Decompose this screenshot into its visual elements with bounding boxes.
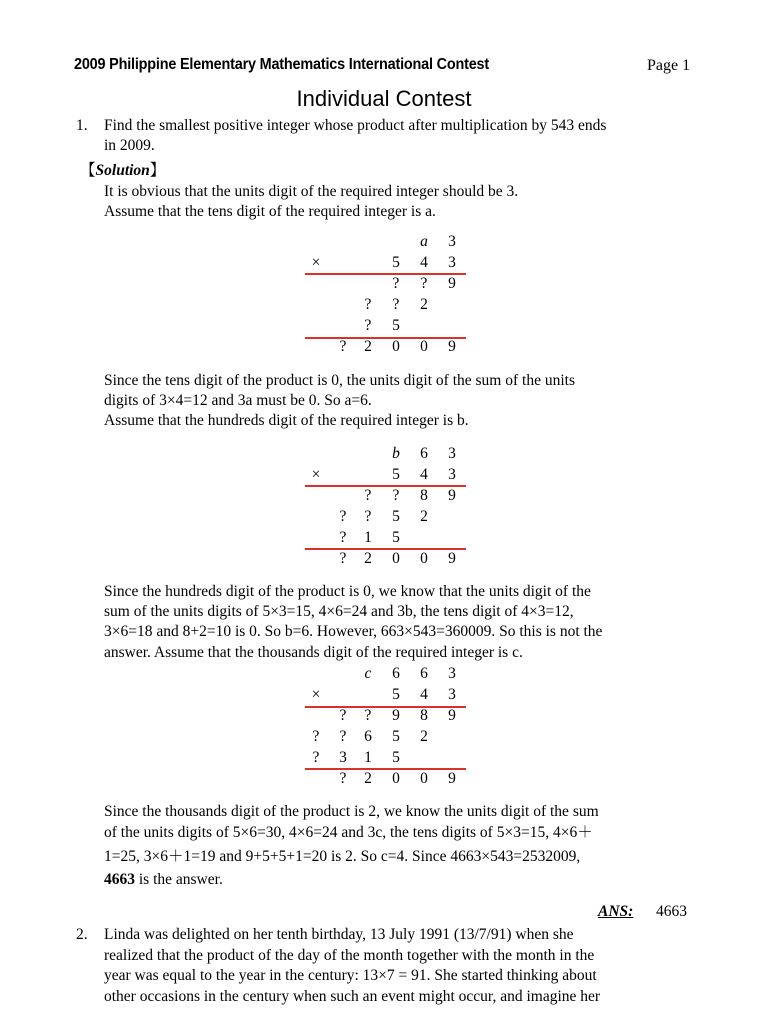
digit-cell: ? (339, 728, 347, 745)
solution-paragraph: Since the tens digit of the product is 0, the units digit of the sum of the units (104, 372, 575, 389)
question-text: realized that the product of the day of the month together with the month in the (104, 947, 595, 964)
answer-highlight: 4663 (104, 871, 135, 888)
digit-cell: ? (392, 275, 400, 292)
digit-cell: 8 (420, 487, 428, 504)
digit-cell: 3 (448, 254, 456, 271)
digit-cell: ? (364, 707, 372, 724)
section-title: Individual Contest (296, 86, 472, 111)
digit-cell: 5 (392, 529, 400, 546)
digit-cell: 4 (420, 686, 428, 703)
digit-cell: 3 (448, 466, 456, 483)
digit-cell: 0 (392, 770, 400, 787)
digit-cell: 5 (392, 317, 400, 334)
solution-paragraph: 1=25, 3×6＋1=19 and 9+5+5+1=20 is 2. So c=4. Since 4663×543=2532009, (104, 848, 581, 865)
digit-cell: 9 (448, 707, 456, 724)
digit-cell: 5 (392, 749, 400, 766)
solution-paragraph: Since the thousands digit of the product is 2, we know the units digit of the sum (104, 803, 599, 820)
digit-cell: 9 (392, 707, 400, 724)
digit-cell: ? (364, 296, 372, 313)
digit-cell: 9 (448, 338, 456, 355)
digit-cell: 0 (420, 338, 428, 355)
times-sign: × (311, 254, 321, 271)
solution-paragraph: answer. Assume that the thousands digit of the required integer is c. (104, 644, 523, 661)
digit-cell: 0 (392, 338, 400, 355)
question-text: year was equal to the year in the century: 13×7 = 91. She started thinking about (104, 967, 597, 984)
solution-paragraph: of the units digits of 5×6=30, 4×6=24 and 3c, the tens digits of 5×3=15, 4×6＋ (104, 824, 593, 841)
question-text: Linda was delighted on her tenth birthday, 13 July 1991 (13/7/91) when she (104, 926, 574, 943)
digit-cell: 9 (448, 770, 456, 787)
digit-cell: 0 (420, 770, 428, 787)
digit-cell: 6 (392, 665, 400, 682)
digit-cell: 1 (364, 529, 372, 546)
digit-cell: 0 (392, 550, 400, 567)
answer-sentence: is the answer. (135, 871, 223, 888)
digit-cell: ? (392, 487, 400, 504)
contest-header-title: 2009 Philippine Elementary Mathematics International Contest (74, 56, 489, 73)
question-text: Find the smallest positive integer whose product after multiplication by 543 ends (104, 117, 607, 134)
digit-cell: c (364, 665, 372, 682)
digit-cell: ? (312, 749, 320, 766)
digit-cell: 5 (392, 508, 400, 525)
digit-cell: ? (339, 529, 347, 546)
solution-paragraph: Assume that the tens digit of the required integer is a. (104, 203, 436, 220)
question-text: other occasions in the century when such an event might occur, and imagine her (104, 988, 601, 1005)
digit-cell: 9 (448, 550, 456, 567)
digit-cell: 6 (420, 445, 428, 462)
digit-cell: 4 (420, 466, 428, 483)
digit-cell: ? (339, 770, 347, 787)
solution-paragraph: 3×6=18 and 8+2=10 is 0. So b=6. However, 663×543=360009. So this is not the (104, 623, 603, 640)
digit-cell: 5 (392, 254, 400, 271)
digit-cell: ? (364, 508, 372, 525)
digit-cell: 1 (364, 749, 372, 766)
digit-cell: 2 (420, 296, 428, 313)
digit-cell: b (392, 445, 400, 462)
digit-cell: 4 (420, 254, 428, 271)
digit-cell: 9 (448, 275, 456, 292)
digit-cell: 5 (392, 728, 400, 745)
solution-paragraph: Assume that the hundreds digit of the required integer is b. (104, 412, 469, 429)
digit-cell: ? (312, 728, 320, 745)
digit-cell: 5 (392, 466, 400, 483)
question-number: 2. (76, 926, 88, 943)
digit-cell: 6 (364, 728, 372, 745)
digit-cell: 2 (364, 338, 372, 355)
digit-cell: 3 (339, 749, 347, 766)
digit-cell: 9 (448, 487, 456, 504)
digit-cell: 6 (420, 665, 428, 682)
question-text: in 2009. (104, 137, 155, 154)
digit-cell: 3 (448, 233, 456, 250)
times-sign: × (311, 466, 321, 483)
solution-paragraph: It is obvious that the units digit of the required integer should be 3. (104, 183, 519, 200)
question-number: 1. (76, 117, 88, 134)
digit-cell: 0 (420, 550, 428, 567)
answer-label: ANS: (598, 903, 634, 920)
digit-cell: ? (339, 707, 347, 724)
answer-value: 4663 (656, 903, 687, 920)
digit-cell: 2 (364, 550, 372, 567)
solution-paragraph (104, 870, 223, 890)
digit-cell: ? (339, 550, 347, 567)
solution-paragraph: sum of the units digits of 5×3=15, 4×6=24 and 3b, the tens digit of 4×3=12, (104, 603, 574, 620)
digit-cell: ? (339, 508, 347, 525)
digit-cell: 2 (420, 728, 428, 745)
digit-cell: ? (420, 275, 428, 292)
digit-cell: 3 (448, 445, 456, 462)
solution-paragraph: digits of 3×4=12 and 3a must be 0. So a=6. (104, 392, 372, 409)
solution-paragraph: Since the hundreds digit of the product is 0, we know that the units digit of the (104, 583, 591, 600)
digit-cell: 3 (448, 665, 456, 682)
digit-cell: ? (392, 296, 400, 313)
digit-cell: 5 (392, 686, 400, 703)
digit-cell: a (420, 233, 428, 250)
digit-cell: 2 (420, 508, 428, 525)
digit-cell: 2 (364, 770, 372, 787)
digit-cell: ? (364, 317, 372, 334)
solution-label: 【Solution】 (80, 162, 166, 179)
digit-cell: 3 (448, 686, 456, 703)
page-number: Page 1 (647, 57, 691, 74)
times-sign: × (311, 686, 321, 703)
digit-cell: ? (364, 487, 372, 504)
digit-cell: ? (339, 338, 347, 355)
digit-cell: 8 (420, 707, 428, 724)
